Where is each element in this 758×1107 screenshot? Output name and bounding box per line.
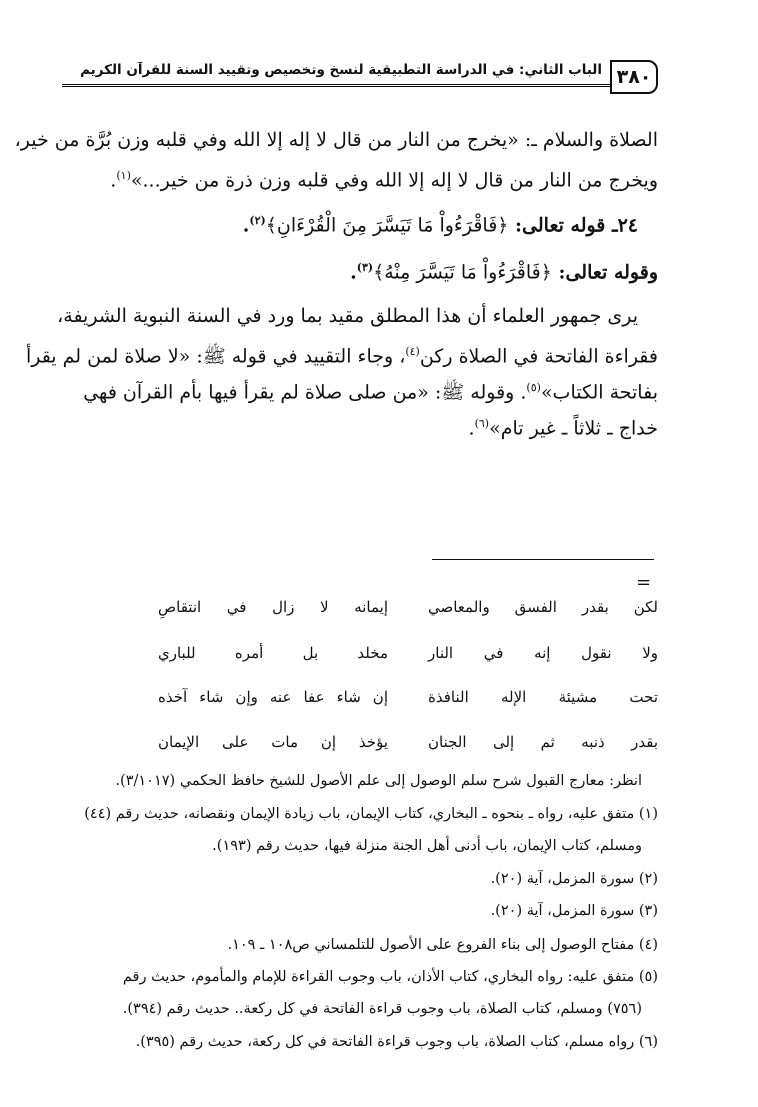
footnote-ref: (١) <box>116 169 131 182</box>
poem-verse <box>158 598 658 628</box>
footnote-separator <box>432 559 654 560</box>
text-line-4: وقوله تعالى: ﴿فَاقْرَءُواْ مَا تَيَسَّرَ مِنْهُ﴾$^{(٣)}$. <box>350 261 658 284</box>
footnote-5: (٥) متفق عليه: رواه البخاري، كتاب الأذان، باب وجوب القراءة للإمام والمأموم، حديث رقم <box>122 969 658 985</box>
text-line-5: يرى جمهور العلماء أن هذا المطلق مقيد بما ورد في السنة النبوية الشريفة، <box>57 305 638 327</box>
quran-verse: ﴿فَاقْرَءُواْ مَا تَيَسَّرَ مِنَ الْقُرْءَانِ﴾ <box>265 214 509 237</box>
poem-hemistich: يؤخذ إن مات على الإيمان <box>158 733 388 751</box>
poem-hemistich: لكن بقدر الفسق والمعاصي <box>428 598 658 616</box>
text-line-6: فقراءة الفاتحة في الصلاة ركن$^{(٤)}$، وجاء التقييد في قوله ﷺ: «لا صلاة لمن لم يقرأ <box>25 345 658 368</box>
footnote-1: (١) متفق عليه، رواه ـ بنحوه ـ البخاري، كتاب الإيمان، باب زيادة الإيمان ونقصانه، حديث رقم (٤٤) <box>84 806 658 822</box>
text-line-1: الصلاة والسلام ـ: «يخرج من النار من قال لا إله إلا الله وفي قلبه وزن بُرَّة من خير، <box>14 129 658 151</box>
footnote-6: (٦) رواه مسلم، كتاب الصلاة، باب وجوب قراءة الفاتحة في كل ركعة، حديث رقم (٣٩٥). <box>135 1034 658 1050</box>
poem-verse <box>158 644 658 674</box>
footnote-1-cont: ومسلم، كتاب الإيمان، باب أدنى أهل الجنة منزلة فيها، حديث رقم (١٩٣). <box>212 838 642 854</box>
footnote-ref: (٢) <box>249 214 266 227</box>
poem-verse <box>158 688 658 718</box>
text-line-8: خداج ـ ثلاثاً ـ غير تام»$^{(٦)}$. <box>468 417 658 440</box>
quran-verse: ﴿فَاقْرَءُواْ مَا تَيَسَّرَ مِنْهُ﴾ <box>373 261 552 284</box>
footnote-ref: (٤) <box>405 345 420 358</box>
chapter-title: الباب الثاني: في الدراسة التطبيقية لنسخ وتخصيص وتقييد السنة للقرآن الكريم <box>80 62 602 78</box>
header-rule <box>62 84 610 87</box>
footnote-source: انظر: معارج القبول شرح سلم الوصول إلى علم الأصول للشيخ حافظ الحكمي (٣/١٠١٧). <box>115 773 642 789</box>
text-line-7: بفاتحة الكتاب»$^{(٥)}$. وقوله ﷺ: «من صلى صلاة لم يقرأ فيها بأم القرآن فهي <box>83 381 658 404</box>
running-header <box>58 58 658 98</box>
poem-verse <box>158 733 658 763</box>
page-number: ٣٨٠ <box>610 60 658 94</box>
poem-hemistich: إيمانه لا زال في انتقاصِ <box>158 598 388 616</box>
poem-hemistich: ولا نقول إنه في النار <box>428 644 658 662</box>
poem-hemistich: إن شاء عفا عنه وإن شاء آخذه <box>158 688 388 706</box>
footnote-ref: (٦) <box>474 417 490 430</box>
continuation-mark: = <box>636 572 652 593</box>
text-line-2: ويخرج من النار من قال لا إله إلا الله وفي قلبه وزن ذرة من خير...»$^{(١)}$. <box>110 169 658 192</box>
footnote-ref: (٣) <box>356 261 374 274</box>
footnote-5-cont: (٧٥٦) ومسلم، كتاب الصلاة، باب وجوب قراءة الفاتحة في كل ركعة.. حديث رقم (٣٩٤). <box>122 1001 642 1017</box>
footnote-ref: (٥) <box>526 381 541 394</box>
poem-hemistich: مخلد بل أمره للباري <box>158 644 388 662</box>
poem-hemistich: بقدر ذنبه ثم إلى الجنان <box>428 733 658 751</box>
footnote-3: (٣) سورة المزمل، آية (٢٠). <box>490 903 658 919</box>
text-line-3: ٢٤ـ قوله تعالى: ﴿فَاقْرَءُواْ مَا تَيَسَّرَ مِنَ الْقُرْءَانِ﴾$^{(٢)}$. <box>242 214 638 237</box>
footnote-2: (٢) سورة المزمل، آية (٢٠). <box>490 871 658 887</box>
poem-hemistich: تحت مشيئة الإله النافذة <box>428 688 658 706</box>
footnote-4: (٤) مفتاح الوصول إلى بناء الفروع على الأصول للتلمساني ص١٠٨ ـ ١٠٩. <box>227 937 658 953</box>
